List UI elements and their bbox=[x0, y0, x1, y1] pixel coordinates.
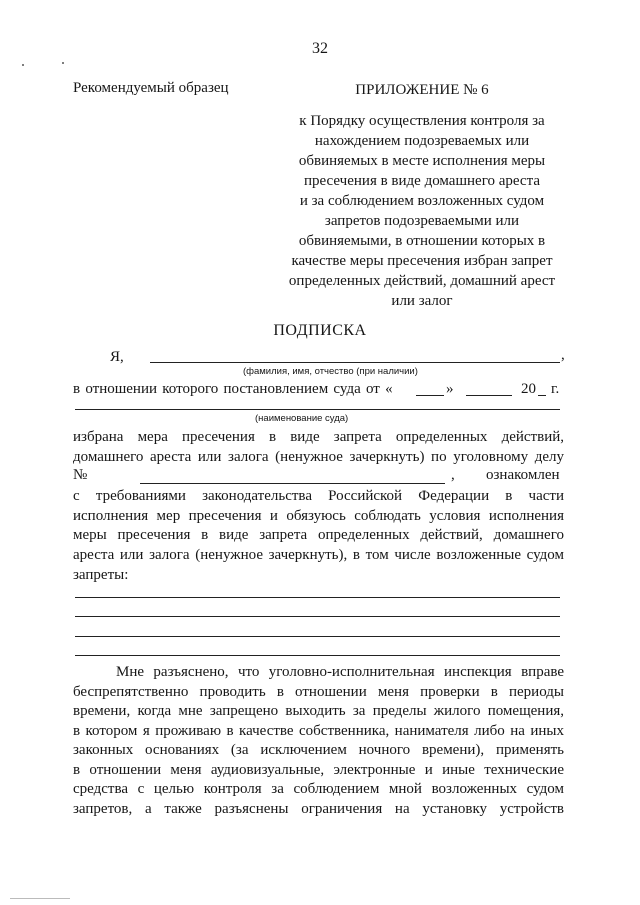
paragraph-line: в отношении меня аудиовизуальные, электронные и иные технические bbox=[73, 762, 564, 778]
paragraph-line: меры пресечения в виде запрета определенных действий, домашнего bbox=[73, 527, 564, 543]
paragraph-line: средства с целью контроля за соблюдением мной возложенных судом bbox=[73, 781, 564, 797]
paragraph-line: исполнения мер пресечения и обязуюсь соблюдать условия исполнения bbox=[73, 508, 564, 524]
appendix-line: обвиняемых в месте исполнения меры bbox=[298, 153, 546, 169]
year-prefix: 20 bbox=[521, 381, 536, 397]
appendix-line: качестве меры пресечения избран запрет bbox=[291, 253, 553, 269]
appendix-line: пресечения в виде домашнего ареста bbox=[304, 173, 540, 189]
appendix-description bbox=[282, 111, 562, 311]
document-title: ПОДПИСКА bbox=[273, 322, 367, 339]
case-comma: , bbox=[451, 467, 455, 483]
appendix-line: и за соблюдением возложенных судом bbox=[299, 193, 545, 209]
paragraph-line: ареста или залога (ненужное зачеркнуть), в том числе возложенные судом bbox=[73, 547, 564, 563]
appendix-line: обвиняемыми, в отношении которых в bbox=[298, 233, 546, 249]
appendix-line: определенных действий, домашний арест bbox=[288, 273, 556, 289]
fio-comma: , bbox=[561, 347, 565, 363]
page-number: 32 bbox=[312, 40, 328, 57]
sample-label: Рекомендуемый образец bbox=[73, 80, 229, 96]
paragraph-line: законных основаниях (за исключением ночного времени), применять bbox=[73, 742, 564, 758]
appendix-line: или залог bbox=[391, 293, 453, 309]
court-caption: (наименование суда) bbox=[255, 413, 349, 424]
case-number-sign: № bbox=[73, 467, 88, 483]
resolution-text: в отношении которого постановлением суда от « bbox=[73, 381, 393, 397]
fio-caption: (фамилия, имя, отчество (при наличии) bbox=[243, 366, 418, 377]
paragraph-line: запретов, а также разъяснены ограничения на установку устройств bbox=[73, 801, 564, 817]
paragraph-line: в котором я проживаю в качестве собственника, нанимателя либо на иных bbox=[73, 723, 564, 739]
resolution-year-field[interactable] bbox=[538, 395, 546, 396]
paragraph-line: запреты: bbox=[73, 567, 129, 583]
restrictions-field-line[interactable] bbox=[75, 636, 560, 637]
appendix-line: к Порядку осуществления контроля за bbox=[299, 113, 545, 129]
restrictions-field-line[interactable] bbox=[75, 597, 560, 598]
paragraph-line: с требованиями законодательства Российской Федерации в части bbox=[73, 488, 564, 504]
paragraph-line: времени, когда мне запрещено выходить за пределы жилого помещения, bbox=[73, 703, 564, 719]
scan-edge-mark bbox=[10, 898, 70, 899]
acquainted-label: ознакомлен bbox=[486, 467, 560, 483]
fio-field-line[interactable] bbox=[150, 362, 560, 363]
paragraph-line: домашнего ареста или залога (ненужное зачеркнуть) по уголовному делу bbox=[73, 449, 564, 465]
restrictions-field-line[interactable] bbox=[75, 616, 560, 617]
ya-label: Я, bbox=[110, 349, 124, 365]
scan-speck bbox=[62, 62, 64, 64]
year-suffix: г. bbox=[551, 381, 560, 397]
resolution-day-field[interactable] bbox=[416, 395, 444, 396]
court-name-field-line[interactable] bbox=[75, 409, 560, 410]
paragraph-line: беспрепятственно проводить в отношении меня проверки в периоды bbox=[73, 684, 564, 700]
scan-speck bbox=[22, 64, 24, 66]
paragraph-line: Мне разъяснено, что уголовно-исполнительная инспекция вправе bbox=[116, 664, 564, 680]
appendix-title: ПРИЛОЖЕНИЕ № 6 bbox=[355, 82, 489, 98]
quote-close: » bbox=[446, 381, 454, 397]
appendix-line: запретов подозреваемыми или bbox=[324, 213, 520, 229]
paragraph-line: избрана мера пресечения в виде запрета определенных действий, bbox=[73, 429, 564, 445]
case-number-field-line[interactable] bbox=[140, 483, 445, 484]
restrictions-field-line[interactable] bbox=[75, 655, 560, 656]
resolution-month-field[interactable] bbox=[466, 395, 512, 396]
appendix-line: нахождением подозреваемых или bbox=[314, 133, 530, 149]
